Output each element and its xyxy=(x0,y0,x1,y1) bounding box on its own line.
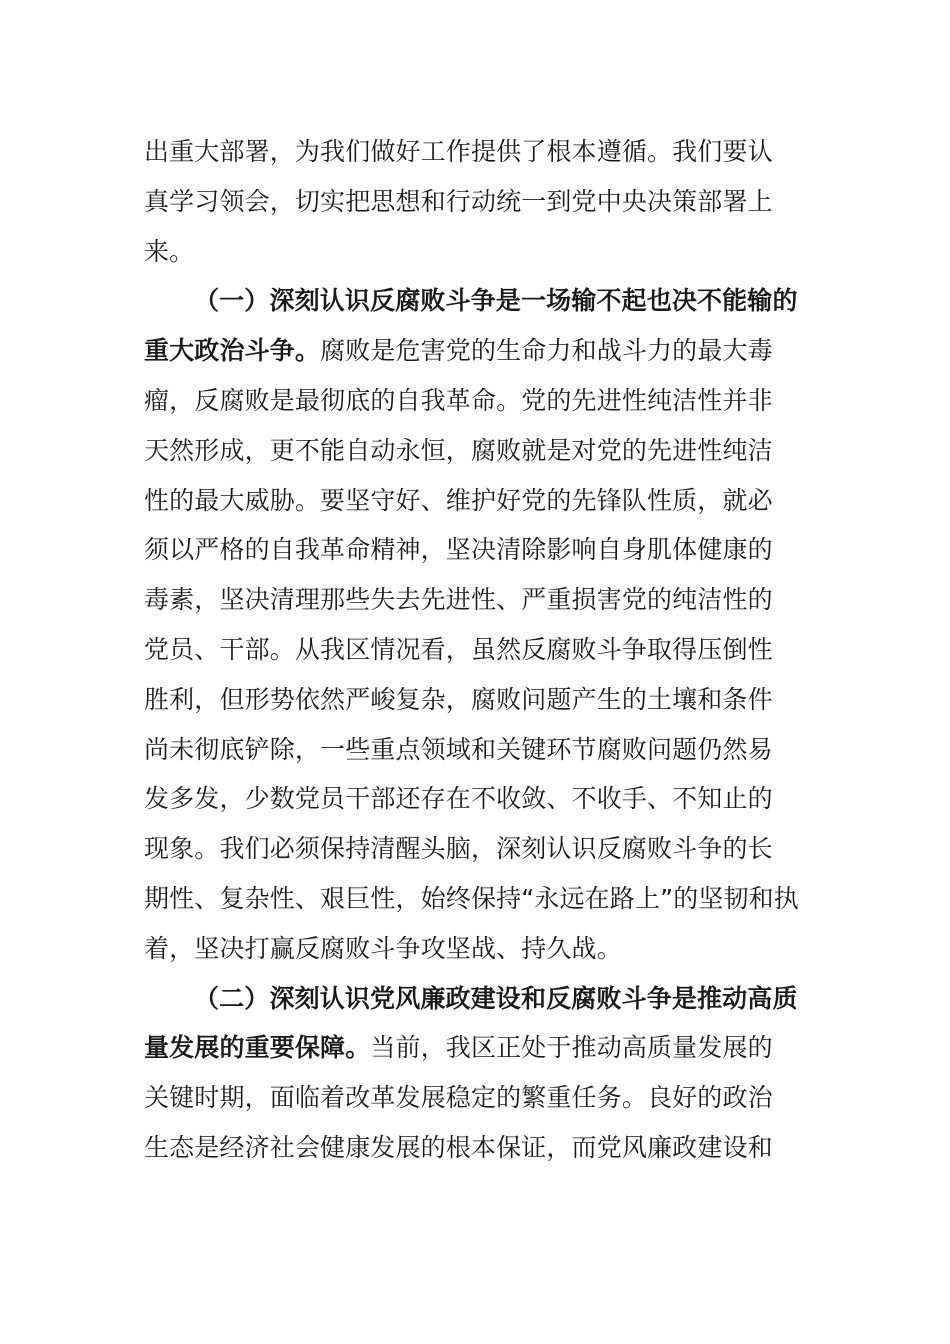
text-line: 期性、复杂性、艰巨性，始终保持“永远在路上”的坚韧和执 xyxy=(144,883,799,913)
text-line: 党员、干部。从我区情况看，虽然反腐败斗争取得压倒性 xyxy=(144,634,773,664)
text-line: 出重大部署，为我们做好工作提供了根本遵循。我们要认 xyxy=(144,137,773,166)
text-line: 现象。我们必须保持清醒头脑，深刻认识反腐败斗争的长 xyxy=(144,834,773,864)
section-1-heading: （一）深刻认识反腐败斗争是一场输不起也决不能输的 xyxy=(194,286,798,316)
text-line: 瘤，反腐败是最彻底的自我革命。党的先进性纯洁性并非 xyxy=(144,385,773,415)
paragraph-intro xyxy=(144,127,804,276)
text-line: 着，坚决打赢反腐败斗争攻坚战、持久战。 xyxy=(144,933,622,963)
text-line xyxy=(144,1023,804,1073)
text-line: 须以严格的自我革命精神，坚决清除影响自身肌体健康的 xyxy=(144,535,773,565)
text-line xyxy=(144,326,804,376)
section-1-heading-end: 重大政治斗争。 xyxy=(144,336,321,366)
text-span: 当前，我区正处于推动高质量发展的 xyxy=(370,1033,773,1063)
text-line: 生态是经济社会健康发展的根本保证，而党风廉政建设和 xyxy=(144,1132,773,1162)
text-line: 尚未彻底铲除，一些重点领域和关键环节腐败问题仍然易 xyxy=(144,734,773,764)
text-line: 真学习领会，切实把思想和行动统一到党中央决策部署上 xyxy=(144,186,773,216)
text-line: 天然形成，更不能自动永恒，腐败就是对党的先进性纯洁 xyxy=(144,435,773,465)
text-span: 腐败是危害党的生命力和战斗力的最大毒 xyxy=(320,336,773,366)
text-line: 来。 xyxy=(144,236,195,266)
section-2-heading-end: 量发展的重要保障。 xyxy=(144,1033,371,1063)
text-line: 毒素，坚决清理那些失去先进性、严重损害党的纯洁性的 xyxy=(144,585,773,615)
paragraph-section-2 xyxy=(144,974,804,1173)
paragraph-section-1 xyxy=(144,276,804,973)
text-line: 性的最大威胁。要坚守好、维护好党的先锋队性质，就必 xyxy=(144,485,773,515)
document-page xyxy=(144,127,804,1173)
text-line: 胜利，但形势依然严峻复杂，腐败问题产生的土壤和条件 xyxy=(144,684,773,714)
text-line: 关键时期，面临着改革发展稳定的繁重任务。良好的政治 xyxy=(144,1083,773,1113)
text-line: 发多发，少数党员干部还存在不收敛、不收手、不知止的 xyxy=(144,784,773,814)
section-2-heading: （二）深刻认识党风廉政建设和反腐败斗争是推动高质 xyxy=(194,983,798,1013)
